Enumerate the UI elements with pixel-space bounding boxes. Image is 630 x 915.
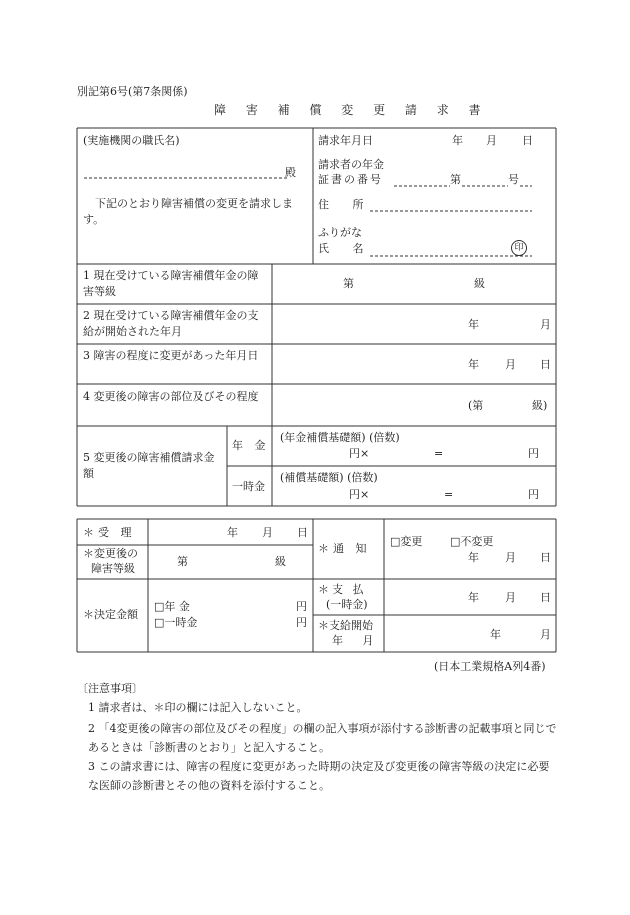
item-5-pension-equals: = (434, 447, 444, 460)
new-grade-label-2: 障害等級 (91, 562, 135, 575)
item-1-kyu: 級 (474, 277, 485, 290)
item-5-label: 5 変更後の障害補償請求金額 (83, 451, 215, 480)
request-date-label: 請求年月日 (318, 134, 373, 147)
seal-icon: 印 (511, 240, 527, 256)
start-month: 月 (540, 628, 551, 641)
payment-label-1: ＊支 払 (318, 583, 367, 596)
date-unit-day: 日 (522, 134, 533, 147)
item-1-dai: 第 (343, 277, 354, 290)
note-item-2: 2 「4変更後の障害の部位及びその程度」の欄の記入事項が添付する診断書の記載事項と同じであるときは「診断書のとおり」と記入すること。 (88, 722, 557, 754)
start-label-2: 年 月 (332, 634, 382, 647)
item-4-label: 4 変更後の障害の部位及びその程度 (83, 390, 259, 403)
form-reference: 別記第6号(第7条関係) (77, 85, 188, 98)
item-3-month: 月 (505, 358, 516, 371)
item-2-year: 年 (468, 318, 479, 331)
decision-lump-checkbox: □一時金 (154, 616, 198, 629)
paper-size-note: (日本工業規格A列4番) (434, 660, 546, 673)
notice-year: 年 (468, 551, 479, 564)
agency-head-label: (実施機関の職氏名) (83, 134, 180, 147)
item-5-lump-yen: 円 (528, 488, 539, 501)
date-unit-year: 年 (452, 134, 463, 147)
notice-label: ＊通 知 (318, 542, 371, 555)
date-unit-month: 月 (486, 134, 497, 147)
name-label: 氏 名 (318, 242, 374, 255)
notes-heading: 〔注意事項〕 (77, 682, 143, 695)
item-5-lump-formula: (補償基礎額) (倍数) (280, 471, 378, 484)
item-2-month: 月 (540, 318, 551, 331)
notice-no-change-checkbox: □不変更 (450, 535, 494, 548)
pension-cert-go: 号 (508, 173, 519, 186)
new-grade-kyu: 級 (275, 555, 286, 568)
item-5-lump-label: 一時金 (232, 480, 265, 493)
item-5-pension-yen-times: 円× (349, 447, 370, 460)
item-3-year: 年 (468, 358, 479, 371)
request-text: 下記のとおり障害補償の変更を請求します。 (83, 197, 293, 226)
notice-change-checkbox: □変更 (390, 535, 423, 548)
note-item-1: 1 請求者は、＊印の欄には記入しないこと。 (88, 701, 308, 714)
page-title: 障 害 補 償 変 更 請 求 書 (214, 103, 489, 117)
item-4-dai: (第 (468, 399, 484, 412)
decision-pension-checkbox: □年 金 (154, 600, 190, 613)
item-5-lump-yen-times: 円× (349, 488, 370, 501)
payment-day: 日 (540, 591, 551, 604)
receipt-month: 月 (262, 526, 273, 539)
item-5-pension-formula: (年金補償基礎額) (倍数) (280, 431, 400, 444)
pension-cert-dai: 第 (450, 173, 461, 186)
payment-label-2: (一時金) (326, 598, 368, 611)
new-grade-label-1: ＊変更後の (83, 547, 138, 560)
item-5-lump-equals: = (444, 488, 454, 501)
item-1-label: 1 現在受けている障害補償年金の障害等級 (83, 269, 259, 298)
decision-amount-label: ＊決定金額 (83, 608, 138, 621)
item-5-pension-yen: 円 (528, 447, 539, 460)
item-3-label: 3 障害の程度に変更があった年月日 (83, 349, 259, 362)
dono-label: 殿 (285, 166, 296, 179)
receipt-year: 年 (227, 526, 238, 539)
item-2-label: 2 現在受けている障害補償年金の支給が開始された年月 (83, 309, 259, 338)
receipt-label: ＊受 理 (83, 526, 136, 539)
start-year: 年 (490, 628, 501, 641)
item-5-pension-label: 年 金 (232, 439, 270, 452)
notice-day: 日 (540, 551, 551, 564)
furigana-label: ふりがな (318, 226, 362, 239)
new-grade-dai: 第 (177, 555, 188, 568)
item-4-kyu: 級) (532, 399, 548, 412)
receipt-day: 日 (297, 526, 308, 539)
decision-lump-yen: 円 (296, 616, 307, 629)
payment-year: 年 (468, 591, 479, 604)
notice-month: 月 (505, 551, 516, 564)
address-label: 住 所 (318, 198, 374, 211)
item-3-day: 日 (540, 358, 551, 371)
start-label-1: ＊支給開始 (318, 619, 373, 632)
decision-pension-yen: 円 (296, 600, 307, 613)
payment-month: 月 (505, 591, 516, 604)
pension-cert-label-1: 請求者の年金 (318, 158, 384, 171)
note-item-3: 3 この請求書には、障害の程度に変更があった時期の決定及び変更後の障害等級の決定に必要な医師の診断書とその他の資料を添付すること。 (88, 760, 550, 792)
pension-cert-label-2: 証書の番号 (318, 173, 383, 186)
